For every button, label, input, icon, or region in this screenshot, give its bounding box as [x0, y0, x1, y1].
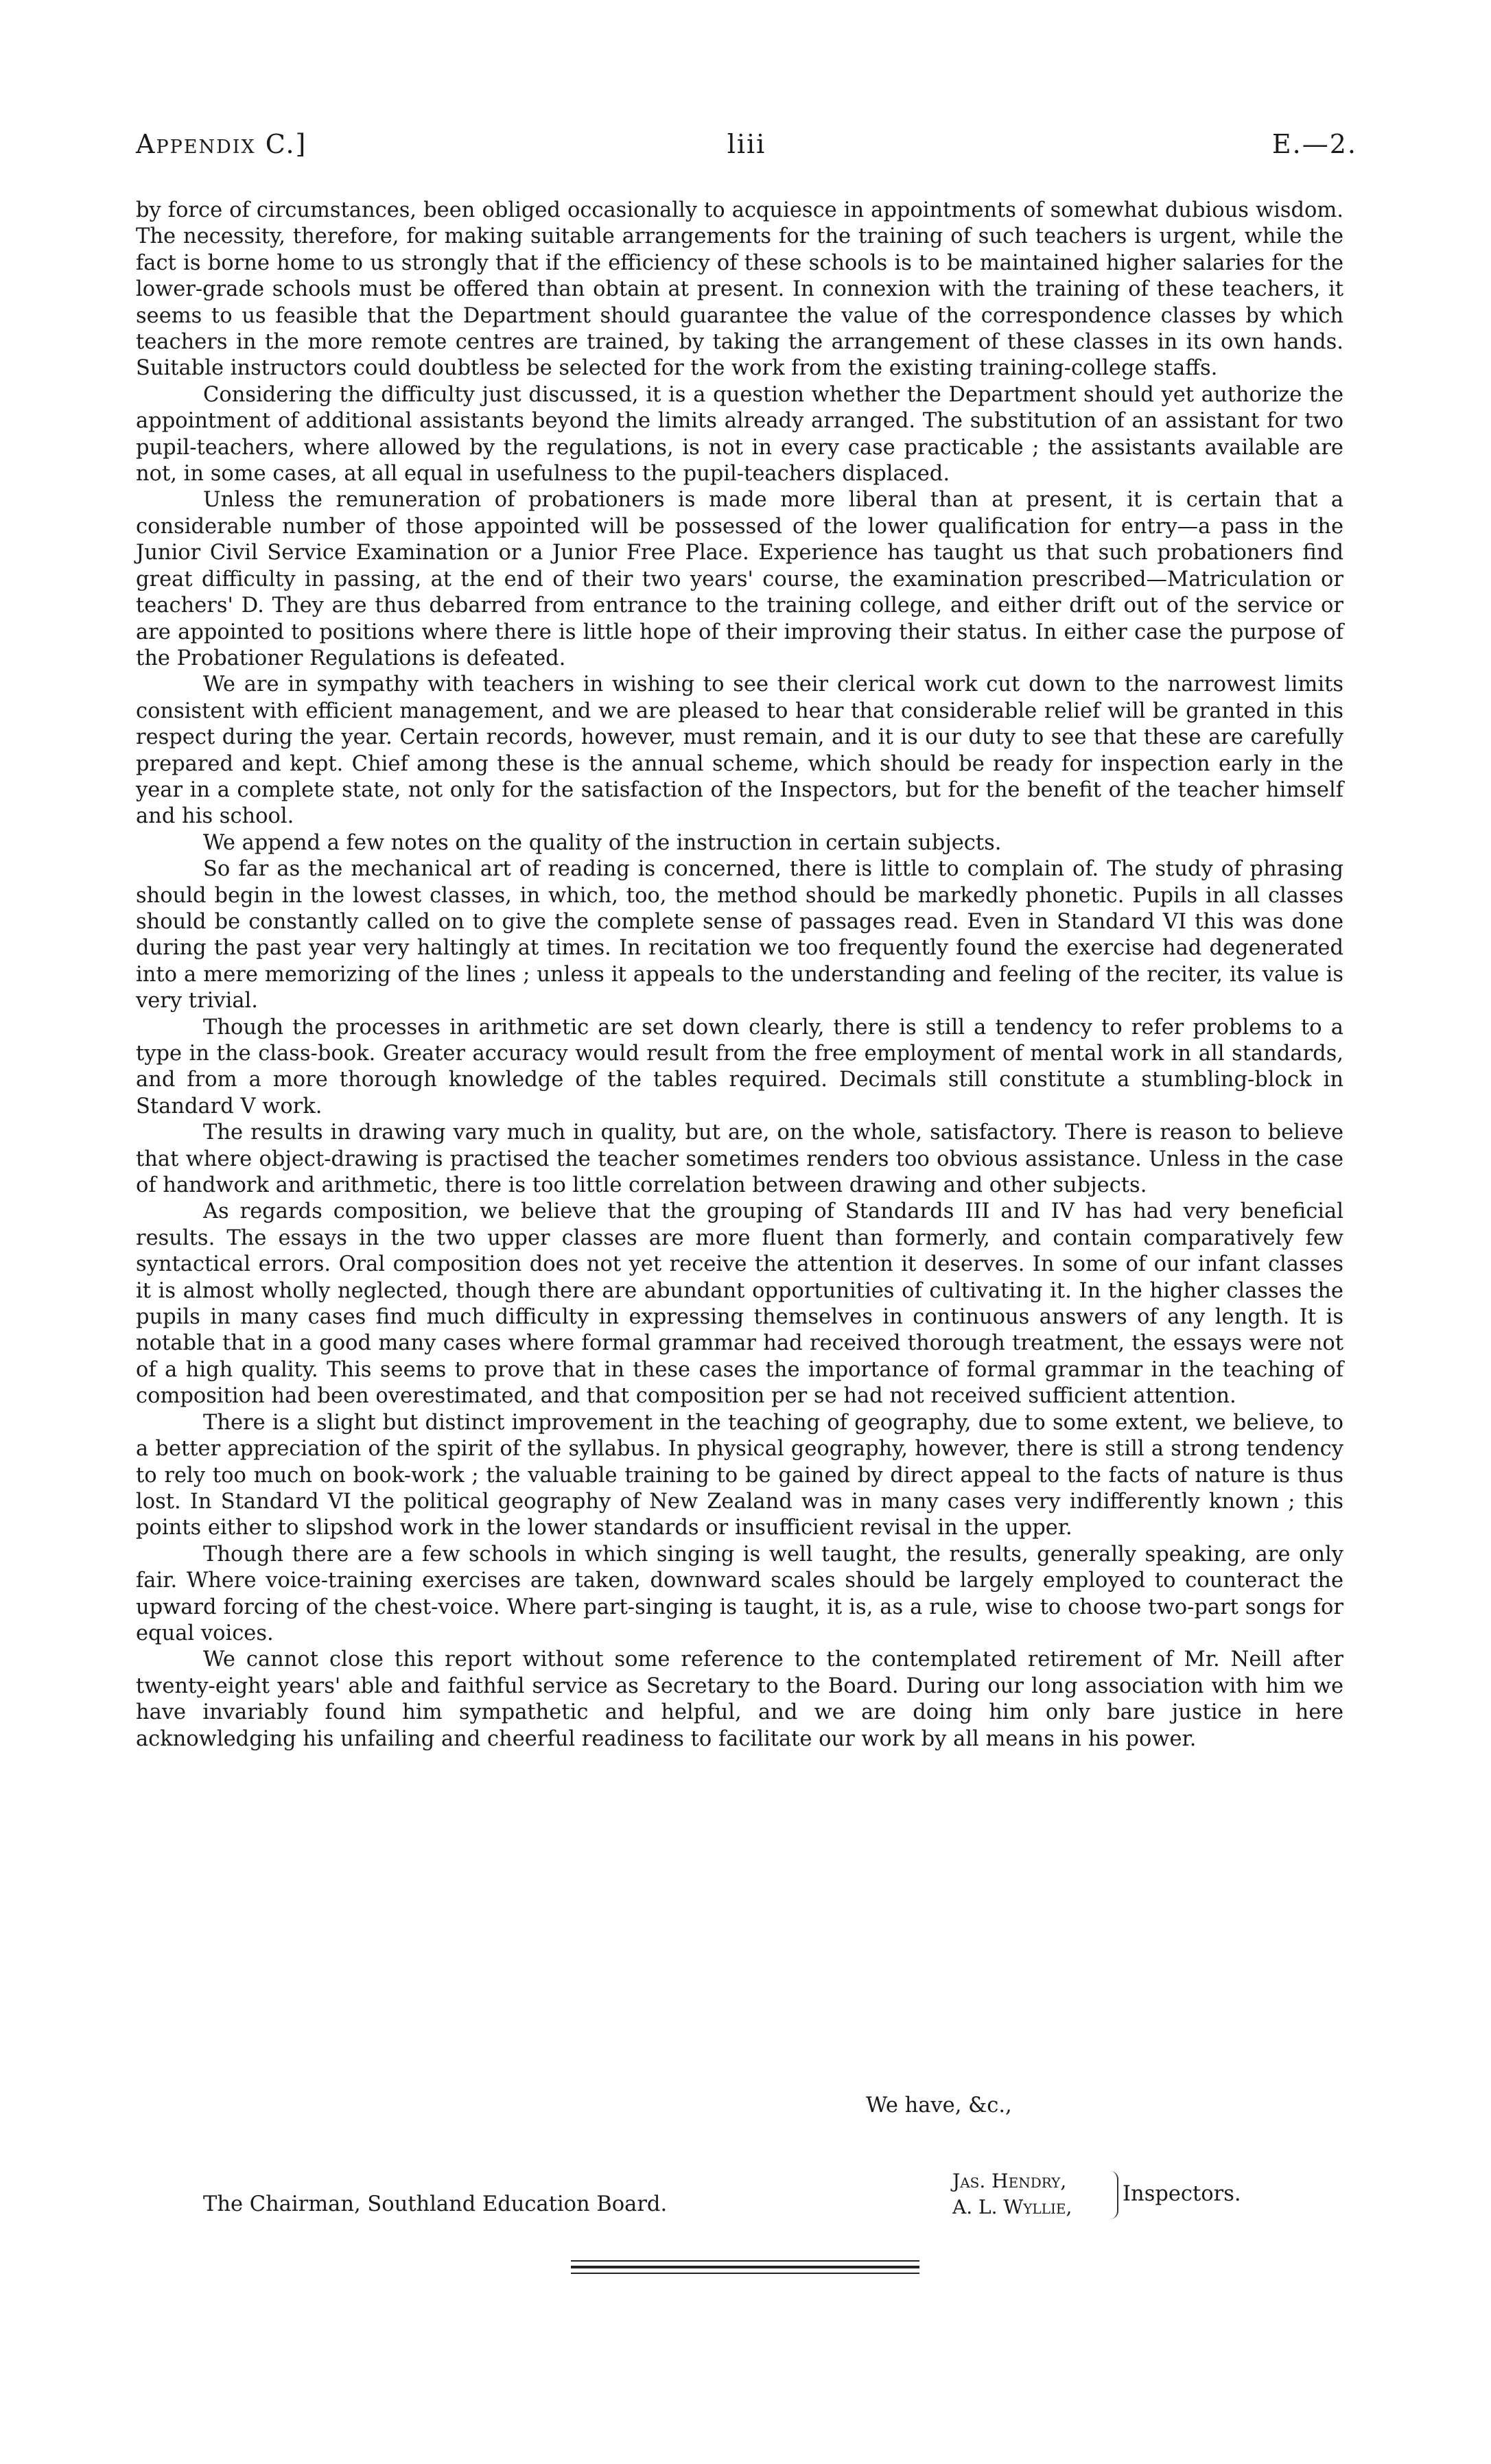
paragraph-arithmetic: Though the processes in arithmetic are set down clearly, there is still a tendency to refer problems to a type in the class-book. Greater accuracy would result from the free employment of mental work in all standards, and from a more thorough knowledge of the tables required. Decimals still constitute a stumbling-block in Standard V work. — [136, 1015, 1343, 1118]
signature-block — [952, 2168, 1309, 2230]
closing-rule-middle — [571, 2266, 919, 2268]
paragraph-clerical-work: We are in sympathy with teachers in wishing to see their clerical work cut down to the narrowest limits consistent with efficient management, and we are pleased to hear that considerable relief will be granted in this respect during the year. Certain records, however, must remain, and it is our duty to see that these are carefully prepared and kept. Chief among these is the annual scheme, which should be ready for inspection early in the year in a complete state, not only for the satisfaction of the Inspectors, but for the benefit of the teacher himself and his school. — [136, 672, 1343, 829]
paragraph-retirement: We cannot close this report without some reference to the contemplated retirement of Mr. Neill after twenty-eight years' able and faithful service as Secretary to the Board. During our long association with him we have invariably found him sympathetic and helpful, and we are doing him only bare justice in here acknowledging his unfailing and cheerful readiness to facilitate our work by all means in his power. — [136, 1647, 1343, 1751]
paragraph-training-teachers: by force of circumstances, been obliged occasionally to acquiesce in appointments of somewhat dubious wisdom. The necessity, therefore, for making suitable arrangements for the training of such teachers is urgent, while the fact is borne home to us strongly that if the efficiency of these schools is to be maintained higher salaries for the lower-grade schools must be offered than obtain at present. In connexion with the training of these teachers, it seems to us feasible that the Department should guarantee the value of the correspondence classes by which teachers in the more remote centres are trained, by taking the arrangement of these classes in its own hands. Suitable instructors could doubtless be selected for the work from the existing training-college staffs. — [136, 198, 1343, 381]
signatory-names — [952, 2168, 1072, 2220]
closing-rule-top — [571, 2260, 919, 2262]
paragraph-geography: There is a slight but distinct improvement in the teaching of geography, due to some extent, we believe, to a better appreciation of the spirit of the syllabus. In physical geography, however, there is still a strong tendency to rely too much on book-work ; the valuable training to be gained by direct appeal to the facts of nature is thus lost. In Standard VI the political geography of New Zealand was in many cases very indifferently known ; this points either to slipshod work in the lower standards or insufficient revisal in the upper. — [136, 1410, 1343, 1540]
document-reference: E.—2. — [1271, 129, 1357, 159]
signatory-hendry: Jas. Hendry, — [952, 2170, 1067, 2192]
paragraph-composition: As regards composition, we believe that the grouping of Standards III and IV has had very beneficial results. The essays in the two upper classes are more fluent than formerly, and contain comparatively few syntactical errors. Oral composition does not yet receive the attention it deserves. In some of our infant classes it is almost wholly neglected, though there are abundant opportunities of cultivating it. In the higher classes the pupils in many cases find much difficulty in expressing themselves in continuous answers of any length. It is notable that in a good many cases where formal grammar had received thorough treatment, the essays were not of a high quality. This seems to prove that in these cases the importance of formal grammar in the teaching of composition had been overestimated, and that composition per se had not received sufficient attention. — [136, 1199, 1343, 1409]
paragraph-reading: So far as the mechanical art of reading is concerned, there is little to complain of. The study of phrasing should begin in the lowest classes, in which, too, the method should be markedly phonetic. Pupils in all classes should be constantly called on to give the complete sense of passages read. Even in Standard VI this was done during the past year very haltingly at times. In recitation we too frequently found the exercise had degenerated into a mere memorizing of the lines ; unless it appeals to the understanding and feeling of the reciter, its value is very trivial. — [136, 857, 1343, 1013]
signatory-wyllie: A. L. Wyllie, — [952, 2196, 1072, 2218]
paragraph-probationers: Unless the remuneration of probationers is made more liberal than at present, it is certain that a considerable number of those appointed will be possessed of the lower qualification for entry—a pass in the Junior Civil Service Examination or a Junior Free Place. Experience has taught us that such probationers find great difficulty in passing, at the end of their two years' course, the examination prescribed—Matriculation or teachers' D. They are thus debarred from entrance to the training college, and either drift out of the service or are appointed to positions where there is little hope of their improving their status. In either case the purpose of the Probationer Regulations is defeated. — [136, 488, 1343, 670]
page-header — [136, 129, 1357, 170]
paragraph-notes-intro: We append a few notes on the quality of the instruction in certain subjects. — [203, 830, 1002, 855]
signoff: We have, &c., — [866, 2093, 1012, 2117]
paragraph-singing: Though there are a few schools in which singing is well taught, the results, generally speaking, are only fair. Where voice-training exercises are taken, downward scales should be largely employed to counteract the upward forcing of the chest-voice. Where part-singing is taught, it is, as a rule, wise to choose two-part songs for equal voices. — [136, 1542, 1343, 1645]
signatory-role: Inspectors. — [1123, 2182, 1241, 2206]
report-body — [136, 198, 1343, 1752]
page-number: liii — [727, 129, 766, 159]
paragraph-drawing: The results in drawing vary much in quality, but are, on the whole, satisfactory. There is reason to believe that where object-drawing is practised the teacher sometimes renders too obvious assistance. Unless in the case of handwork and arithmetic, there is too little correlation between drawing and other subjects. — [136, 1120, 1343, 1198]
appendix-label: Appendix C.] — [136, 129, 307, 159]
paragraph-additional-assistants: Considering the difficulty just discussed, it is a question whether the Department should yet authorize the appointment of additional assistants beyond the limits already arranged. The substitution of an assistant for two pupil-teachers, where allowed by the regulations, is not in every case practicable ; the assistants available are not, in some cases, at all equal in usefulness to the pupil-teachers displaced. — [136, 382, 1343, 486]
addressee: The Chairman, Southland Education Board. — [203, 2192, 668, 2216]
brace-divider — [1110, 2171, 1118, 2219]
closing-rule-bottom — [571, 2273, 919, 2274]
